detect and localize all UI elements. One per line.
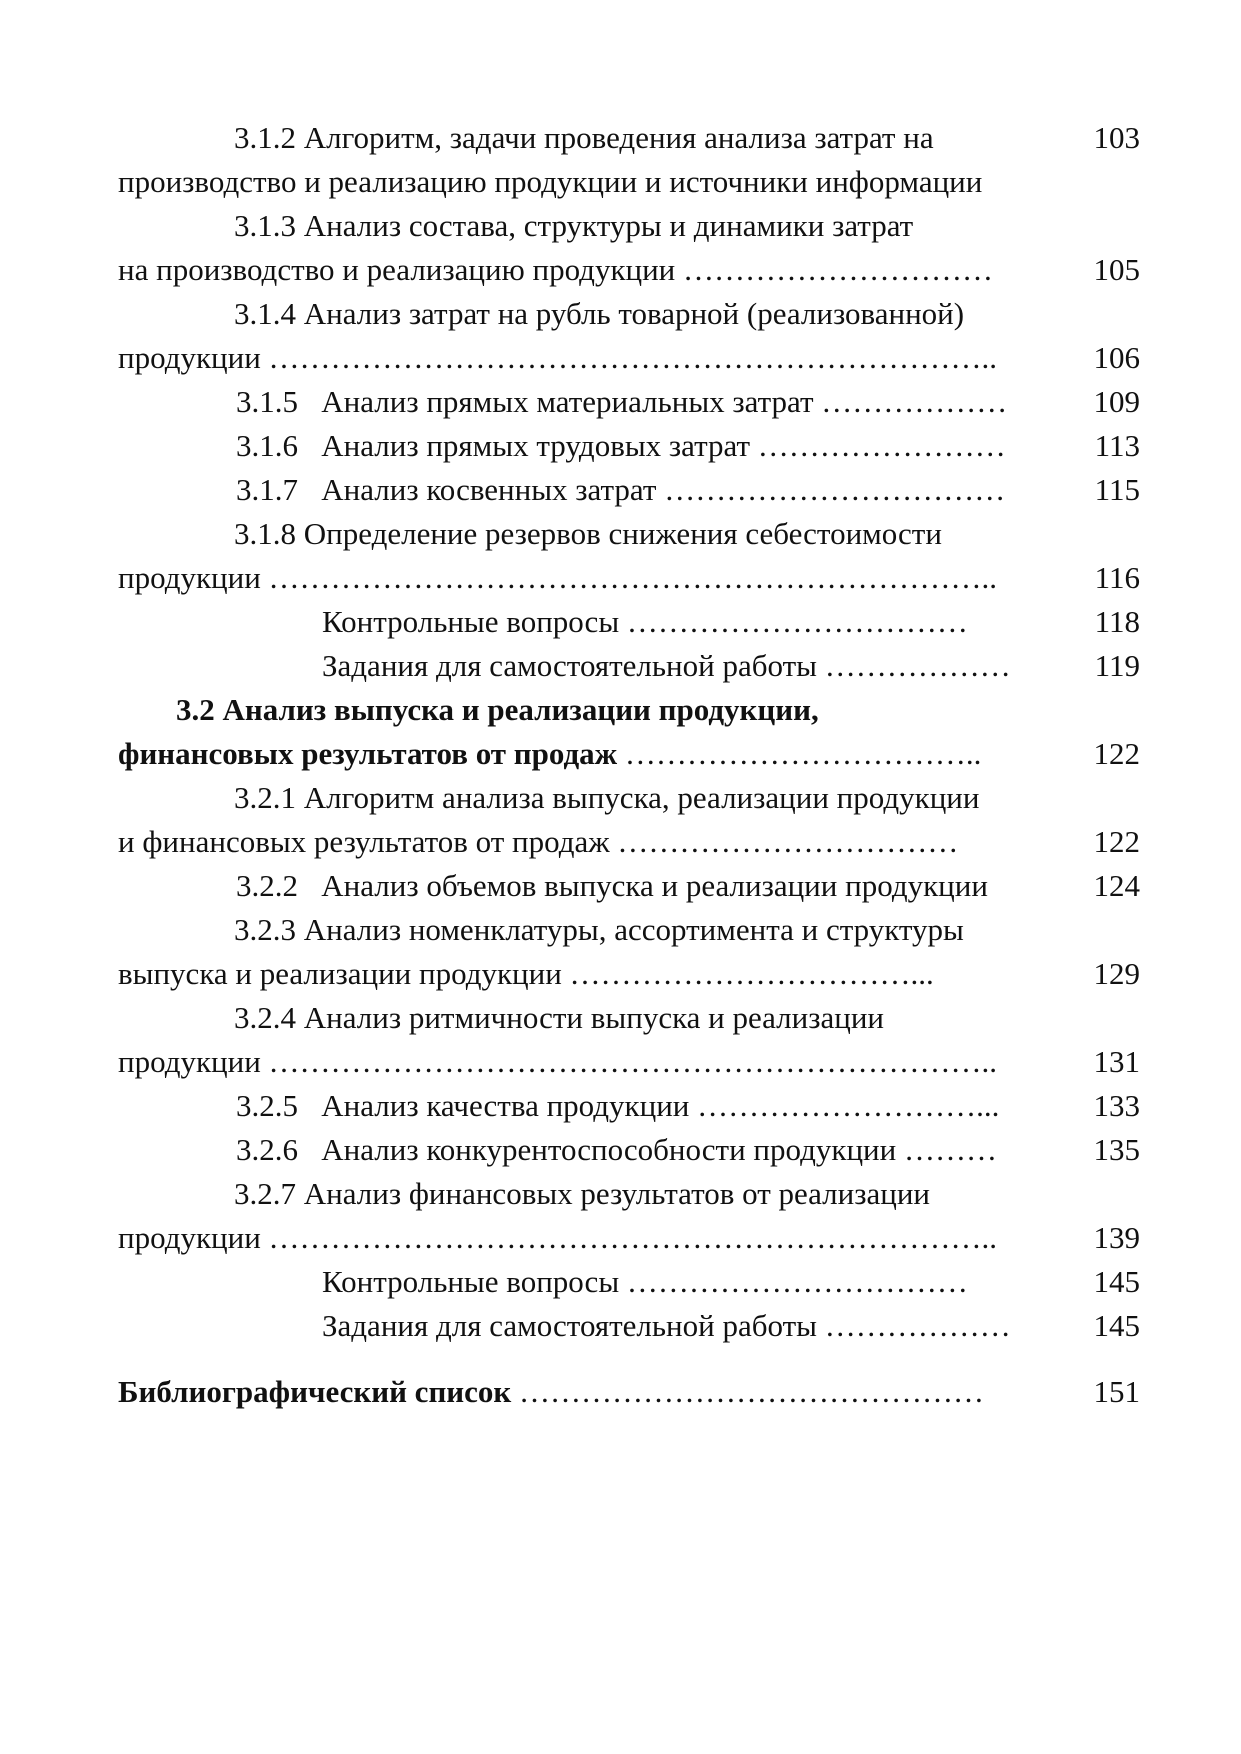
toc-page-tasks-3-2: 145 [1093,1308,1140,1343]
toc-page-3-1-5: 109 [1093,384,1140,419]
toc-entry-control-questions-3-2: Контрольные вопросы …………………………… [322,1264,968,1299]
toc-entry-3-2-3-cont: выпуска и реализации продукции ……………………………... [118,956,934,991]
toc-entry-tasks-3-1: Задания для самостоятельной работы ……………… [322,648,1011,683]
toc-leader-dots: …………………………….. [617,736,982,771]
toc-entry-3-1-8: 3.1.8 Определение резервов снижения себестоимости [234,516,942,551]
toc-page-3-2-5: 133 [1093,1088,1140,1123]
toc-entry-3-2-3: 3.2.3 Анализ номенклатуры, ассортимента и структуры [234,912,964,947]
toc-entry-tasks-3-2: Задания для самостоятельной работы ……………… [322,1308,1011,1343]
toc-entry-3-2-1-cont: и финансовых результатов от продаж …………………………… [118,824,959,859]
toc-entry-3-1-2: 3.1.2 Алгоритм, задачи проведения анализа затрат на [234,120,934,155]
toc-page-3-2-7: 139 [1093,1220,1140,1255]
toc-page-3-1-8: 116 [1094,560,1140,595]
toc-entry-3-1-6: 3.1.6 Анализ прямых трудовых затрат …………………… [236,428,1006,463]
toc-entry-3-1-2-cont: производство и реализацию продукции и источники информации [118,164,983,199]
toc-entry-3-2-7: 3.2.7 Анализ финансовых результатов от реализации [234,1176,931,1211]
toc-bibliography [118,1372,984,1412]
toc-entry-3-1-7: 3.1.7 Анализ косвенных затрат …………………………… [236,472,1006,507]
toc-page-3-2-4: 131 [1093,1044,1140,1079]
toc-page-3-2-1: 122 [1093,824,1140,859]
toc-page-3-2-6: 135 [1093,1132,1140,1167]
toc-entry-3-1-5: 3.1.5 Анализ прямых материальных затрат ……………… [236,384,1008,419]
toc-page-3-1-4: 106 [1093,340,1140,375]
toc-page-3-2-3: 129 [1093,956,1140,991]
toc-page-control-questions-3-1: 118 [1094,604,1140,639]
toc-page-3-2: 122 [1093,736,1140,771]
toc-entry-3-2-1: 3.2.1 Алгоритм анализа выпуска, реализации продукции [234,780,980,815]
toc-section-3-2: 3.2 Анализ выпуска и реализации продукции, [176,692,819,727]
toc-section-3-2-cont [118,734,981,774]
toc-page-3-1-3: 105 [1093,252,1140,287]
toc-entry-3-1-4-cont: продукции …………………………………………………………….. [118,340,998,375]
toc-entry-3-2-6: 3.2.6 Анализ конкурентоспособности продукции ……… [236,1132,997,1167]
toc-page-bibliography: 151 [1093,1374,1140,1409]
toc-entry-3-2-4: 3.2.4 Анализ ритмичности выпуска и реализации [234,1000,885,1035]
toc-entry-3-2-2: 3.2.2 Анализ объемов выпуска и реализации продукции [236,868,988,903]
toc-entry-control-questions-3-1: Контрольные вопросы …………………………… [322,604,968,639]
toc-entry-3-2-7-cont: продукции …………………………………………………………….. [118,1220,998,1255]
toc-entry-3-2-4-cont: продукции …………………………………………………………….. [118,1044,998,1079]
toc-entry-3-1-3: 3.1.3 Анализ состава, структуры и динамики затрат [234,208,914,243]
toc-page-3-2-2: 124 [1093,868,1140,903]
toc-page-3-1-2: 103 [1093,120,1140,155]
toc-entry-3-1-3-cont: на производство и реализацию продукции ………………………… [118,252,994,287]
toc-page-3-1-6: 113 [1094,428,1140,463]
toc-page-control-questions-3-2: 145 [1093,1264,1140,1299]
toc-leader-dots: ……………………………………… [511,1374,985,1409]
toc-bibliography-title: Библиографический список [118,1374,512,1409]
toc-page-tasks-3-1: 119 [1094,648,1140,683]
toc-section-3-2-cont-title: финансовых результатов от продаж [118,736,618,771]
toc-page-3-1-7: 115 [1094,472,1140,507]
toc-entry-3-2-5: 3.2.5 Анализ качества продукции ………………………... [236,1088,1000,1123]
toc-entry-3-1-8-cont: продукции …………………………………………………………….. [118,560,998,595]
toc-entry-3-1-4: 3.1.4 Анализ затрат на рубль товарной (реализованной) [234,296,965,331]
